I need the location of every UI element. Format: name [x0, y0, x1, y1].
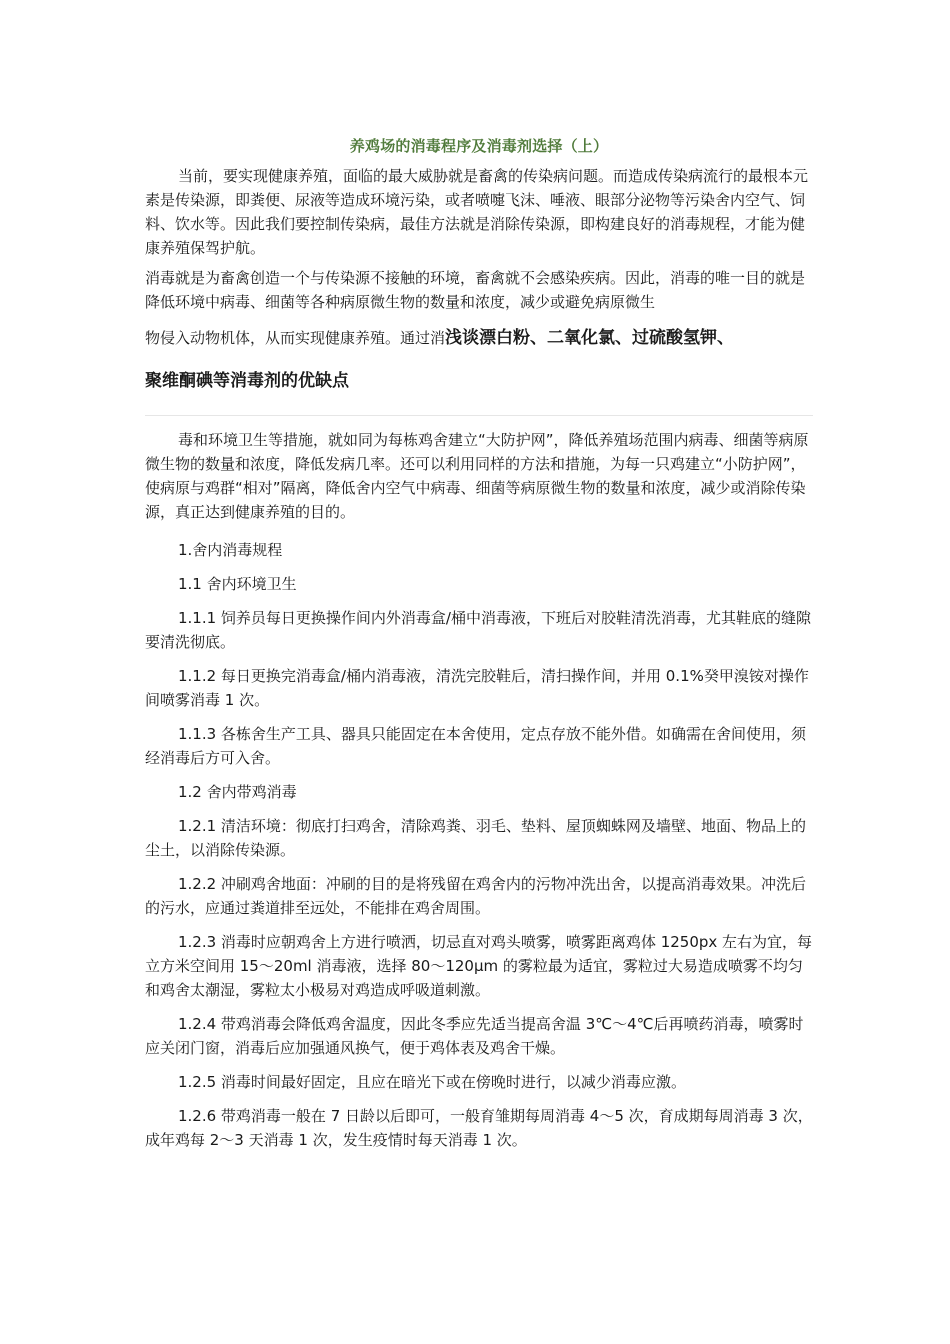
document-title: 养鸡场的消毒程序及消毒剂选择（上） [349, 137, 609, 155]
section-1-1-1: 1.1.1 饲养员每日更换操作间内外消毒盒/桶中消毒液，下班后对胶鞋清洗消毒，尤其鞋底的缝隙要清洗彻底。 [145, 609, 811, 651]
document-page [145, 134, 813, 1152]
link-lead-text: 物侵入动物机体，从而实现健康养殖。通过消 [145, 329, 446, 347]
section-1-1-heading: 1.1 舍内环境卫生 [178, 575, 297, 593]
article-link-heading[interactable]: 聚维酮碘等消毒剂的优缺点 [145, 371, 349, 391]
link-paragraph [145, 326, 813, 350]
intro-paragraph: 当前，要实现健康养殖，面临的最大威胁就是畜禽的传染病问题。而造成传染病流行的最根本元素是传染源，即粪便、尿液等造成环境污染，或者喷嚏飞沫、唾液、眼部分泌物等污染舍内空气、饲料、饮水等。因此我们要控制传染病，最佳方法就是消除传染源，即构建良好的消毒规程，才能为健康养殖保驾护航。 [145, 167, 809, 257]
section-1-2-1: 1.2.1 清洁环境：彻底打扫鸡舍，清除鸡粪、羽毛、垫料、屋顶蜘蛛网及墙壁、地面、物品上的尘土，以消除传染源。 [145, 817, 806, 859]
section-1-2-heading: 1.2 舍内带鸡消毒 [178, 783, 297, 801]
section-1-2-6: 1.2.6 带鸡消毒一般在 7 日龄以后即可，一般育雏期每周消毒 4～5 次，育成期每周消毒 3 次，成年鸡每 2～3 天消毒 1 次，发生疫情时每天消毒 1 次。 [145, 1107, 813, 1149]
article-link-text[interactable]: 浅谈漂白粉、二氧化氯、过硫酸氢钾、 [445, 328, 735, 348]
protection-paragraph: 毒和环境卫生等措施，就如同为每栋鸡舍建立“大防护网”，降低养殖场范围内病毒、细菌等病原微生物的数量和浓度，降低发病几率。还可以利用同样的方法和措施，为每一只鸡建立“小防护网”，使病原与鸡群“相对”隔离，降低舍内空气中病毒、细菌等病原微生物的数量和浓度，减少或消除传染源，真正达到健康养殖的目的。 [145, 431, 809, 521]
section-1-2-5: 1.2.5 消毒时间最好固定，且应在暗光下或在傍晚时进行，以减少消毒应激。 [178, 1073, 686, 1091]
section-1-1-2: 1.1.2 每日更换完消毒盒/桶内消毒液，清洗完胶鞋后，清扫操作间，并用 0.1%癸甲溴铵对操作间喷雾消毒 1 次。 [145, 667, 809, 709]
disinfection-purpose-paragraph: 消毒就是为畜禽创造一个与传染源不接触的环境，畜禽就不会感染疾病。因此，消毒的唯一目的就是降低环境中病毒、细菌等各种病原微生物的数量和浓度，减少或避免病原微生 [145, 269, 806, 311]
section-1-2-4: 1.2.4 带鸡消毒会降低鸡舍温度，因此冬季应先适当提高舍温 3℃～4℃后再喷药消毒，喷雾时应关闭门窗，消毒后应加强通风换气，便于鸡体表及鸡舍干燥。 [145, 1015, 804, 1057]
section-1-heading: 1.舍内消毒规程 [178, 541, 283, 559]
divider [145, 415, 813, 416]
section-1-1-3: 1.1.3 各栋舍生产工具、器具只能固定在本舍使用，定点存放不能外借。如确需在舍间使用，须经消毒后方可入舍。 [145, 725, 806, 767]
section-1-2-2: 1.2.2 冲刷鸡舍地面：冲刷的目的是将残留在鸡舍内的污物冲洗出舍，以提高消毒效果。冲洗后的污水，应通过粪道排至远处，不能排在鸡舍周围。 [145, 875, 806, 917]
section-1-2-3: 1.2.3 消毒时应朝鸡舍上方进行喷洒，切忌直对鸡头喷雾，喷雾距离鸡体 1250px 左右为宜，每立方米空间用 15～20ml 消毒液，选择 80～120μm 的雾粒最为适宜，雾粒过大易造成喷雾不均匀和鸡舍太潮湿，雾粒太小极易对鸡造成呼吸道刺激。 [145, 933, 813, 999]
